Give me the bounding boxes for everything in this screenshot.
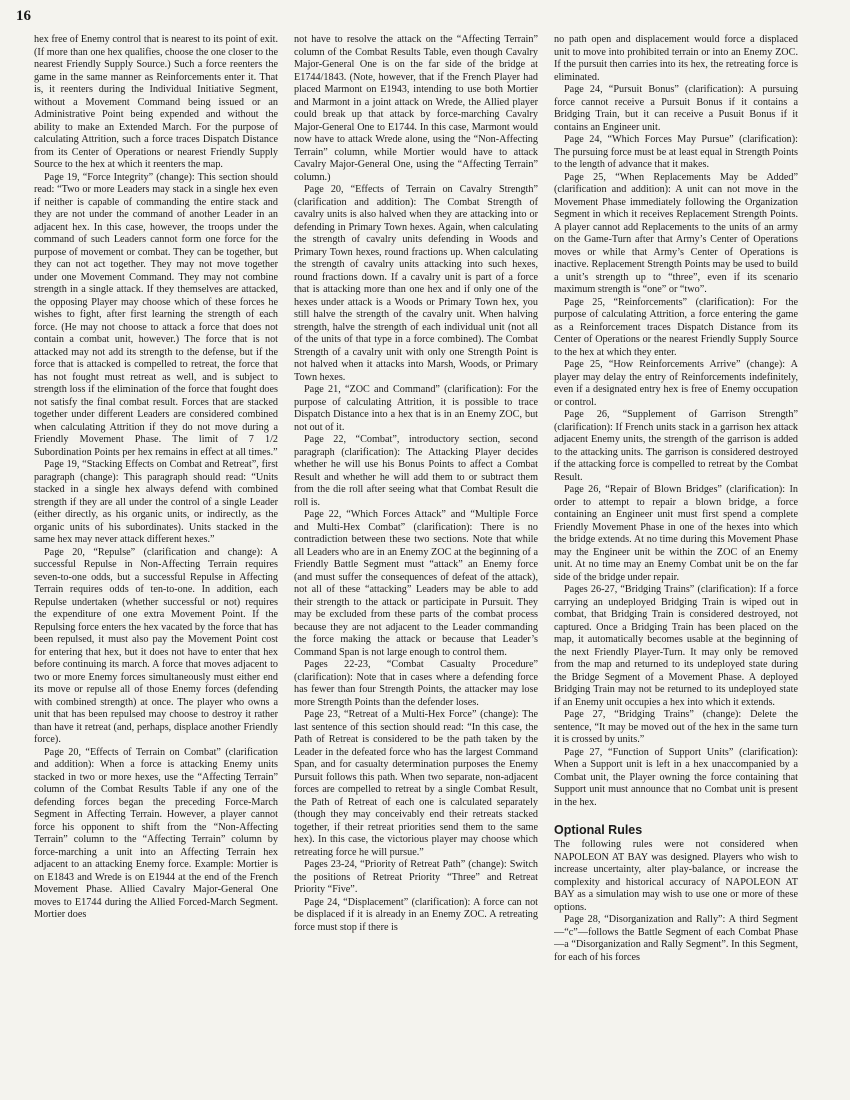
- paragraph: Page 20, “Effects of Terrain on Cavalry Strength” (clarification and addition): The Combat Strength of cavalry units is also halved when they are attacking into or defending in Primary Town hexes. Again, when calculating the strength of cavalry units defending in Woods and Primary Town hexes, round fractions up. When calculating the strength of cavalry units attacking into such hexes, round fractions down. If a cavalry unit is part of a force that is attacking more than one hex and if only one of the hexes under attack is a Woods or Primary Town hex, you still halve the strength of the cavalry unit. When halving strength, halve the strength of each individual unit (not all of the units of that type in a force combined). The Combat Strength of a cavalry unit with only one Strength Point is not halved when it attacks into Marsh, Woods, or Primary Town hexes.: [294, 184, 538, 383]
- paragraph: Page 23, “Retreat of a Multi-Hex Force” (change): The last sentence of this section should read: “In this case, the Path of Retreat is considered to be the path taken by the Leader in the defeated force who has the largest Command Span, and for casualty determination purposes the Enemy Pursuit follows this path. When two separate, non-adjacent forces are compelled to retreat by a single Combat Result, the Path of Retreat of each one is calculated separately (though they may conceivably end their retreats stacked together, if their retreat priorities send them to the same hex). In this case, the victorious player may choose which retreating force he will pursue.”: [294, 709, 538, 858]
- section-heading-optional-rules: Optional Rules: [554, 823, 643, 837]
- paragraph: Pages 26-27, “Bridging Trains” (clarification): If a force carrying an undeployed Bridging Train is wiped out in combat, that Bridging Train is considered destroyed, not captured. Once a Bridging Train has been placed on the map, it automatically becomes usable at the beginning of the next Friendly Player-Turn. It may only be removed from the map and returned to its undeployed state during the Bridge Segment of a Movement Phase. A deployed Bridging Train may not be returned to its undeployed state if an Enemy unit occupies a hex into which it extends.: [554, 584, 798, 708]
- paragraph: Page 27, “Function of Support Units” (clarification): When a Support unit is left in a hex unaccompanied by a Combat unit, the Player owning the force containing that Support unit must announce that no Combat unit is present in the hex.: [554, 746, 798, 808]
- paragraph: Page 25, “When Replacements May be Added” (clarification and addition): A unit can not move in the Movement Phase immediately following the Organization Segment in which it receives Replacement Strength Points. A player cannot add Replacements to the units of an army on the Game-Turn after that Army’s Center of Operations moves or while that Army’s Center of Operations is inactive. Replacement Strength Points may be used to build a unit’s strength up to “three”, even if its scenario maximum strength is “one” or “two”.: [554, 171, 798, 295]
- paragraph: Page 26, “Supplement of Garrison Strength” (clarification): If French units stack in a garrison hex attack adjacent Enemy units, the strength of the garrison is added to the attacking units. The garrison is considered destroyed if the attacking force is compelled to retreat by the Combat Result.: [554, 409, 798, 483]
- paragraph: Page 27, “Bridging Trains” (change): Delete the sentence, “It may be moved out of the hex in the same turn it is crossed by units.”: [554, 709, 798, 745]
- paragraph: Page 19, “Force Integrity” (change): This section should read: “Two or more Leaders may stack in a single hex even if neither is capable of commanding the entire stack and they are not under the command of another Leader in an adjacent hex. In this case, however, the troops under the command of such Leaders cannot form one force for the purpose of movement or combat. They can be together, but they can not act together. They may not move together under one Movement Command. They may not combine strength in a single attack. If they themselves are attacked, the opposing Player may choose which of these forces he wishes to fight, after first learning the strength of each force. (He may not choose to attack a force that does not contain a combat unit, however.) The force that is not attacked may not add its strength to the defense, but if the force that is attacked is compelled to retreat, the force that has not fought must retreat as well, and is subject to strength loss if the elimination of the force that fought does not satisfy the final combat result. Forces that are stacked together under different Leaders are considered combined when calculating Attrition if they do not move during a Friendly Movement Phase. The limit of 7 1/2 Subordination Points per hex remains in effect at all times.”: [34, 171, 278, 458]
- column-1: [34, 34, 278, 1084]
- paragraph: The following rules were not considered when NAPOLEON AT BAY was designed. Players who wish to increase uncertainty, alter play-balance, or increase the complexity and historical accuracy of NAPOLEON AT BAY as a simulation may wish to use one or more of these options.: [554, 839, 798, 913]
- paragraph: Page 26, “Repair of Blown Bridges” (clarification): In order to attempt to repair a blown bridge, a force containing an Engineer unit must first spend a complete Friendly Movement Phase in one of the hexes into which the bridge extends. At no time during this Movement Phase may the Engineer unit be within the ZOC of an Enemy unit. At no time may an Enemy Combat unit be on the far side of the bridge under repair.: [554, 484, 798, 583]
- column-2: [294, 34, 538, 1084]
- paragraph: hex free of Enemy control that is nearest to its point of exit. (If more than one hex qualifies, choose the one closer to the nearest Friendly Supply Source.) Such a force reenters the game in the same manner as Reinforcements enter it. That is, it reenters during the Individual Initiative Segment, without a Movement Command being issued or an Administrative Point being expended and without the ability to make an Extended March. For the purpose of calculating Attrition, such a force traces Dispatch Distance from its Center of Operations or nearest Friendly Supply Source to the hex at which it reenters the map.: [34, 34, 278, 170]
- paragraph: Page 24, “Pursuit Bonus” (clarification): A pursuing force cannot receive a Pursuit Bonus if it contains a Bridging Train, but it can receive a Pusuit Bonus if it contains an Engineer unit.: [554, 84, 798, 133]
- paragraph: Page 19, “Stacking Effects on Combat and Retreat”, first paragraph (change): This paragraph should read: “Units stacked in a single hex always defend with combined strength if they are all under the control of a single Leader (either directly, as his organic units, or indirectly, as the organic units of his subordinates). Units stacked in the same hex may never attack different hexes.”: [34, 459, 278, 545]
- page-number: 16: [16, 8, 31, 24]
- paragraph: no path open and displacement would force a displaced unit to move into prohibited terrain or into an Enemy ZOC. If the pursuit then carries into its hex, the retreating force is eliminated.: [554, 34, 798, 83]
- paragraph: Pages 22-23, “Combat Casualty Procedure” (clarification): Note that in cases where a defending force has fewer than four Strength Points, the attacker may lose more Strength Points than the defender loses.: [294, 659, 538, 708]
- paragraph: Page 25, “Reinforcements” (clarification): For the purpose of calculating Attrition, a force entering the game as a Reinforcement traces Dispatch Distance from its Center of Operations or the nearest Friendly Supply Source to the hex at which they enter.: [554, 296, 798, 358]
- paragraph: Page 22, “Which Forces Attack” and “Multiple Force and Multi-Hex Combat” (clarification): There is no contradiction between these two sections. Note that while all Leaders who are in an Enemy ZOC at the beginning of a Friendly Battle Segment must “attack” an Enemy force (and must suffer the consequences of defeat of the attack), not all of these “attacking” Leaders may be able to add their strength to the attack or participate in Pursuit. They may be excluded from these parts of the combat process because they are not adjacent to the Leader commanding the force making the attack or because that Leader’s Command Span is not large enough to control them.: [294, 509, 538, 658]
- paragraph: Page 22, “Combat”, introductory section, second paragraph (clarification): The Attacking Player decides whether he will use his Bonus Points to affect a Combat Result and whether he will add them to or subtract them from the die roll after seeing what that Combat Result die roll is.: [294, 434, 538, 508]
- paragraph: Page 24, “Which Forces May Pursue” (clarification): The pursuing force must be at least equal in Strength Points to the length of advance that it makes.: [554, 134, 798, 170]
- column-3: [554, 34, 798, 1084]
- paragraph: Page 25, “How Reinforcements Arrive” (change): A player may delay the entry of Reinforcements indefinitely, even if a designated entry hex is free of Enemy occupation or control.: [554, 359, 798, 408]
- paragraph: Page 28, “Disorganization and Rally”: A third Segment—“c”—follows the Battle Segment of each Combat Phase—a “Disorganization and Rally Segment”. In this Segment, for each of his forces: [554, 914, 798, 963]
- paragraph: Pages 23-24, “Priority of Retreat Path” (change): Switch the positions of Retreat Priority “Three” and Retreat Priority “Five”.: [294, 859, 538, 895]
- paragraph: Page 24, “Displacement” (clarification): A force can not be displaced if it is already in an Enemy ZOC. A retreating force must stop if there is: [294, 896, 538, 933]
- paragraph: Page 20, “Repulse” (clarification and change): A successful Repulse in Non-Affecting Terrain requires seven-to-one odds, but a successful Repulse in Affecting Terrain requires odds of ten-to-one. In addition, each Repulse undertaken (whether successful or not) requires the expenditure of one extra Movement Point. If the Repulsing force enters the hex vacated by the force that has been repulsed, it must also pay the Movement Point cost for entering that hex, but it does not have to enter that hex before continuing its march. A force that moves adjacent to two or more Enemy forces simultaneously must either end its move or repulse all of those Enemy forces (defending with combined strength) at once. The player who owns a unit that has been repulsed may choose to destroy it rather than have it retreat (and, perhaps, displace another Friendly force).: [34, 546, 278, 745]
- paragraph: Page 20, “Effects of Terrain on Combat” (clarification and addition): When a force is attacking Enemy units stacked in two or more hexes, use the “Affecting Terrain” column of the Combat Results Table if any one of the defending forces began the preceding Force-March Segment in Affecting Terrain. However, a player cannot force his opponent to shift from the “Non-Affecting Terrain” column to the “Affecting Terrain” column by force-marching a unit into an Affecting Terrain hex adjacent to an attacking Enemy force. Example: Mortier is on E1843 and Wrede is on E1944 at the end of the French Movement Phase. Allied Cavalry Major-General One moves to E1744 during the Allied Forced-March Segment. Mortier does: [34, 746, 278, 920]
- paragraph: not have to resolve the attack on the “Affecting Terrain” column of the Combat Results Table, even though Cavalry Major-General One is on the far side of the bridge at E1744/1843. (Note, however, that if the French Player had placed Marmont on E1943, intending to use both Mortier and Marmont in a joint attack on Wrede, the Allied player could break up that attack by force-marching Cavalry Major-General One to E1744. In this case, Marmont would now have to attack Wrede alone, using the “Non-Affecting Terrain” column, while Mortier would have to attack Cavalry Major-General One, using the “Affecting Terrain” column.): [294, 34, 538, 183]
- paragraph: Page 21, “ZOC and Command” (clarification): For the purpose of calculating Attrition, it is possible to trace Dispatch Distance into a hex that is in an Enemy ZOC, but not out of it.: [294, 384, 538, 433]
- text-columns: [34, 34, 798, 1084]
